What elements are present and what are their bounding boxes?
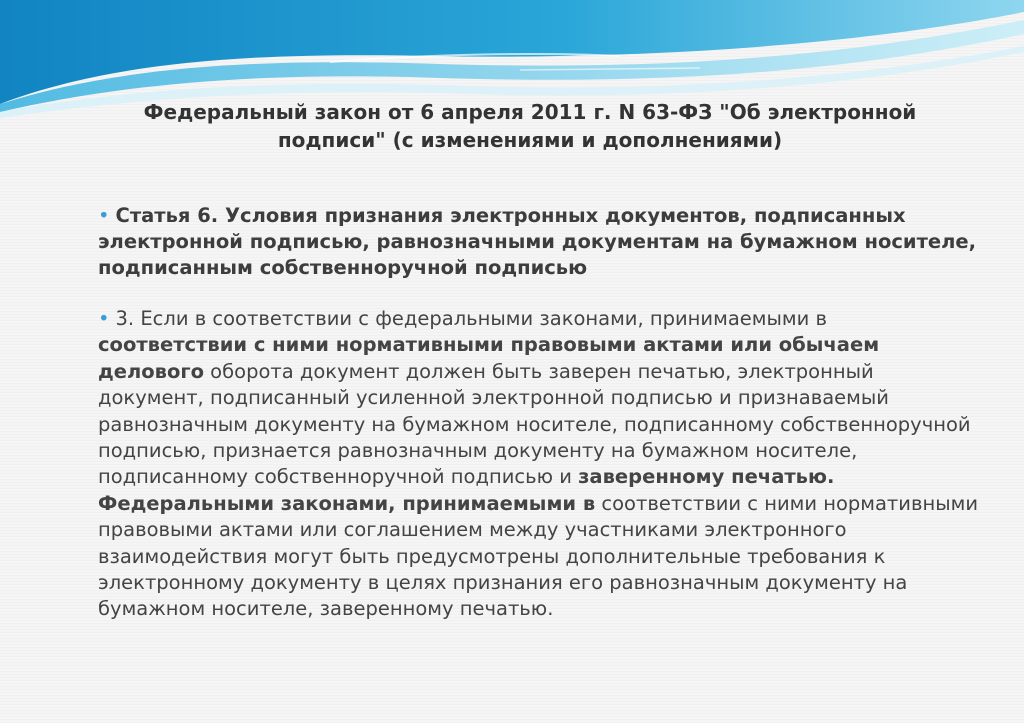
article-paragraph — [98, 306, 978, 623]
article-heading — [98, 203, 978, 281]
bullet-icon: • — [98, 204, 110, 227]
paragraph-text-2: соответствии с ними нормативными правовыми актами или обычаем делового — [98, 333, 880, 383]
paragraph-text-4: заверенному печатью. Федеральными законами, принимаемыми в — [98, 465, 835, 515]
paragraph-text-1: 3. Если в соответствии с федеральными законами, принимаемыми в — [115, 307, 827, 330]
bullet-icon: • — [98, 307, 110, 330]
paragraph-text-3: оборота документ должен быть заверен печатью, электронный документ, подписанный усиленной электронной подписью и признаваемый равнозначным документу на бумажном носителе, подписанному собственноручной подписью, признается равнозначным документу на бумажном носителе, подписанному собственноручной подписью и — [98, 359, 971, 489]
slide-title: Федеральный закон от 6 апреля 2011 г. N 63-ФЗ "Об электронной подписи" (с изменениями и дополнениями) — [143, 100, 917, 152]
paragraph-text-5: соответствии с ними нормативными правовыми актами или соглашением между участниками электронного взаимодействия могут быть предусмотрены дополнительные требования к электронному документу в целях признания его равнозначным документу на бумажном носителе, заверенному печатью. — [98, 491, 978, 621]
article-heading-text: Статья 6. Условия признания электронных документов, подписанных электронной подписью, равнозначными документам на бумажном носителе, подписанным собственноручной подписью — [98, 204, 977, 279]
